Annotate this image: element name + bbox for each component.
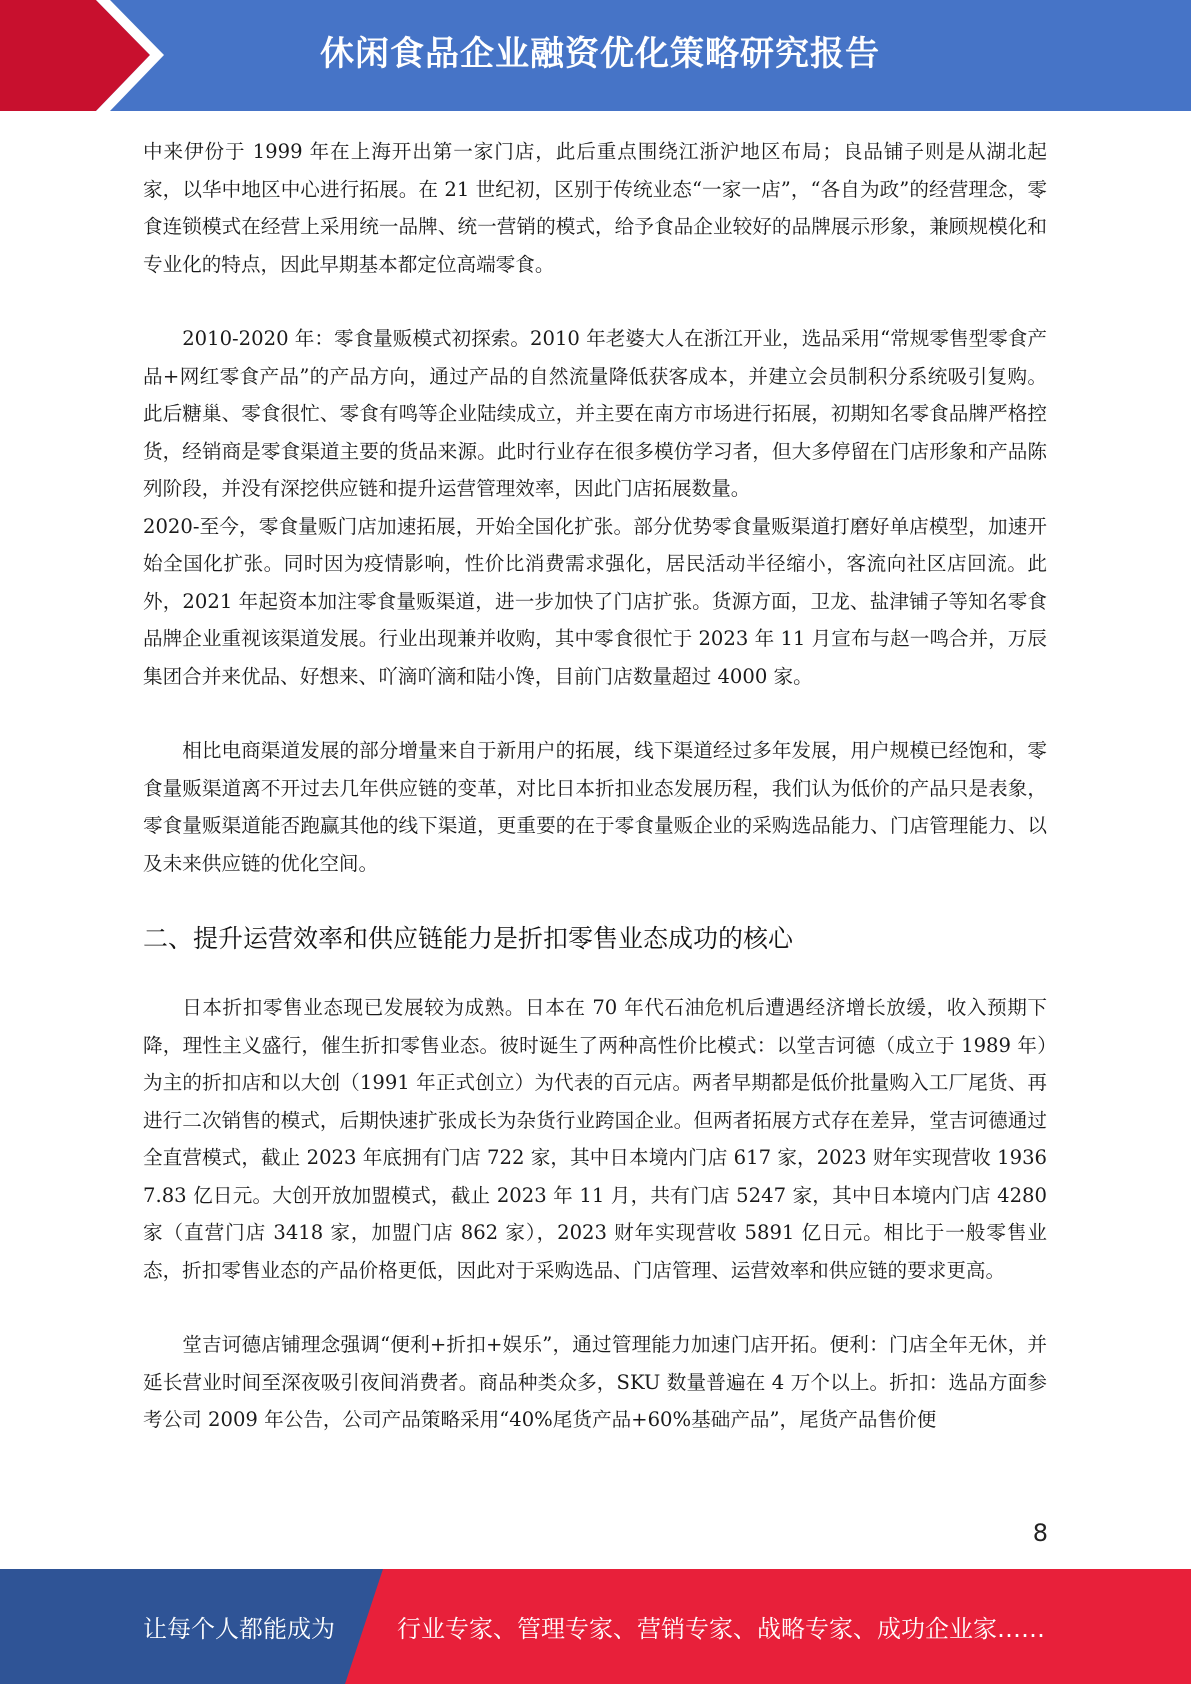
footer-slogan-left: 让每个人都能成为: [143, 1615, 335, 1643]
report-title: 休闲食品企业融资优化策略研究报告: [320, 34, 880, 74]
paragraph: 日本折扣零售业态现已发展较为成熟。日本在 70 年代石油危机后遭遇经济增长放缓，收入预期下降，理性主义盛行，催生折扣零售业态。彼时诞生了两种高性价比模式：以堂吉诃德（成立于 1989 年）为主的折扣店和以大创（1991 年正式创立）为代表的百元店。两者早期都是低价批量购入工厂尾货、再进行二次销售的模式，后期快速扩张成长为杂货行业跨国企业。但两者拓展方式存在差异，堂吉诃德通过全直营模式，截止 2023 年底拥有门店 722 家，其中日本境内门店 617 家，2023 财年实现营收 19367.83 亿日元。大创开放加盟模式，截止 2023 年 11 月，共有门店 5247 家，其中日本境内门店 4280 家（直营门店 3418 家，加盟门店 862 家），2023 财年实现营收 5891 亿日元。相比于一般零售业态，折扣零售业态的产品价格更低，因此对于采购选品、门店管理、运营效率和供应链的要求更高。: [143, 996, 1047, 1282]
paragraph: 2010-2020 年：零食量贩模式初探索。2010 年老婆大人在浙江开业，选品采用“常规零售型零食产品+网红零食产品”的产品方向，通过产品的自然流量降低获客成本，并建立会员制积分系统吸引复购。此后糖巢、零食很忙、零食有鸣等企业陆续成立，并主要在南方市场进行拓展，初期知名零食品牌严格控货，经销商是零食渠道主要的货品来源。此时行业存在很多模仿学习者，但大多停留在门店形象和产品陈列阶段，并没有深挖供应链和提升运营管理效率，因此门店拓展数量。: [143, 327, 1047, 500]
page-footer: [0, 1569, 1191, 1684]
paragraph: 2020-至今，零食量贩门店加速拓展，开始全国化扩张。部分优势零食量贩渠道打磨好单店模型，加速开始全国化扩张。同时因为疫情影响，性价比消费需求强化，居民活动半径缩小，客流向社区店回流。此外，2021 年起资本加注零食量贩渠道，进一步加快了门店扩张。货源方面，卫龙、盐津铺子等知名零食品牌企业重视该渠道发展。行业出现兼并收购，其中零食很忙于 2023 年 11 月宣布与赵一鸣合并，万辰集团合并来优品、好想来、吖滴吖滴和陆小馋，目前门店数量超过 4000 家。: [143, 514, 1047, 688]
paragraph: 相比电商渠道发展的部分增量来自于新用户的拓展，线下渠道经过多年发展，用户规模已经饱和，零食量贩渠道离不开过去几年供应链的变革，对比日本折扣业态发展历程，我们认为低价的产品只是表象，零食量贩渠道能否跑赢其他的线下渠道，更重要的在于零食量贩企业的采购选品能力、门店管理能力、以及未来供应链的优化空间。: [143, 739, 1047, 875]
paragraph: 中来伊份于 1999 年在上海开出第一家门店，此后重点围绕江浙沪地区布局；良品铺子则是从湖北起家，以华中地区中心进行拓展。在 21 世纪初，区别于传统业态“一家一店”，“各自为政”的经营理念，零食连锁模式在经营上采用统一品牌、统一营销的模式，给予食品企业较好的品牌展示形象，兼顾规模化和专业化的特点，因此早期基本都定位高端零食。: [143, 140, 1047, 276]
paragraph: 堂吉诃德店铺理念强调“便利+折扣+娱乐”，通过管理能力加速门店开拓。便利：门店全年无休，并延长营业时间至深夜吸引夜间消费者。商品种类众多，SKU 数量普遍在 4 万个以上。折扣：选品方面参考公司 2009 年公告，公司产品策略采用“40%尾货产品+60%基础产品”，尾货产品售价便: [143, 1333, 1047, 1431]
footer-slogan-right: 行业专家、管理专家、营销专家、战略专家、成功企业家……: [397, 1615, 1045, 1643]
section-heading: 二、提升运营效率和供应链能力是折扣零售业态成功的核心: [143, 924, 794, 953]
page-number: 8: [1032, 1519, 1048, 1547]
document-body: [143, 133, 1047, 1439]
page-header: [0, 0, 1191, 111]
